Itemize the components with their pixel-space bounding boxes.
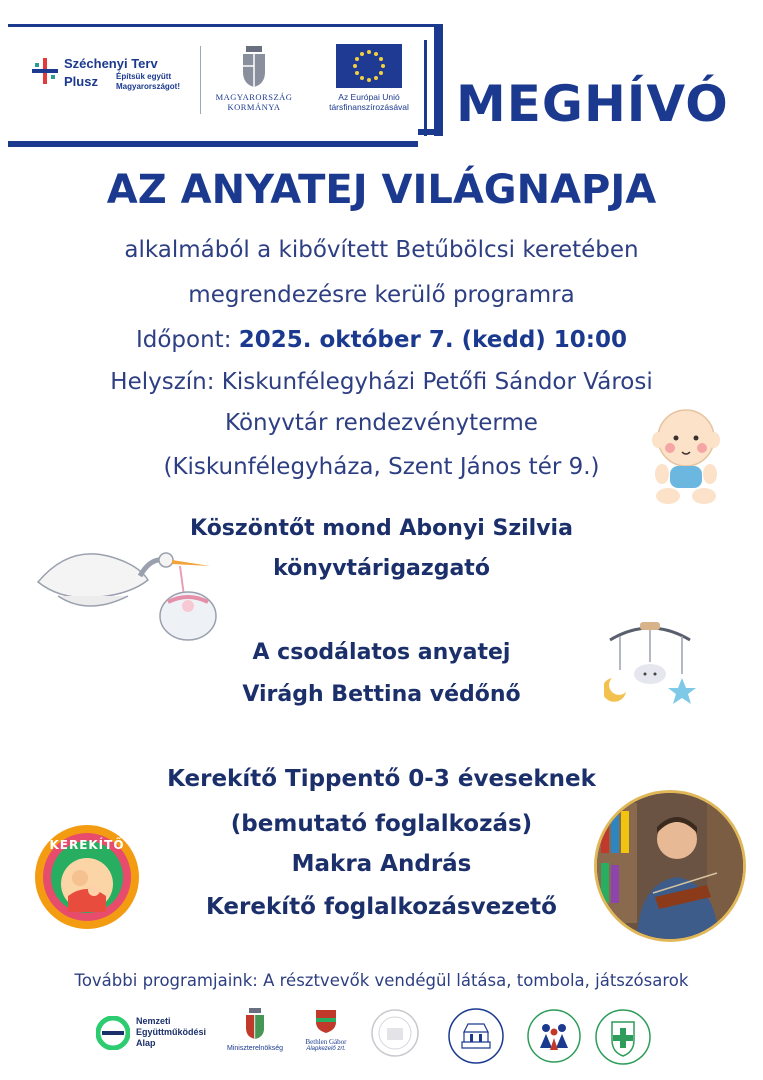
nea-icon [96, 1016, 130, 1050]
event-subtitle-1: alkalmából a kibővített Betűbölcsi keretében [124, 237, 639, 263]
welcome-line-2: könyvtárigazgató [273, 556, 490, 581]
header-frame-corner [418, 129, 443, 135]
footer-programs: További programjaink: A résztvevők vendégül látása, tombola, játszósarok [74, 971, 689, 990]
header-frame-bottom [8, 141, 418, 147]
eu-label-2: társfinanszírozásával [329, 102, 409, 112]
health-visitor-seal-icon [594, 1008, 652, 1066]
nea-label-2: Együttműködési [136, 1027, 207, 1037]
event-subtitle-2: megrendezésre kerülő programra [188, 282, 575, 308]
talk-line-1: A csodálatos anyatej [252, 640, 511, 665]
szechenyi-tagline: Építsük együtt Magyarországot! [116, 72, 181, 91]
kerekito-logo [34, 824, 140, 930]
event-title: AZ ANYATEJ VILÁGNAPJA [106, 167, 657, 213]
szechenyi-plusz: Plusz [64, 74, 98, 89]
nea-label-1: Nemzeti [136, 1016, 171, 1026]
invitation-heading: MEGHÍVÓ [456, 75, 729, 133]
bga-label-2: Alapkezelő zrt. [306, 1046, 346, 1052]
ministry-logo [220, 1008, 290, 1064]
government-logo [214, 44, 294, 118]
baby-illustration [648, 404, 724, 508]
ministry-crest-icon [244, 1008, 266, 1040]
event-venue-2: Könyvtár rendezvényterme [225, 410, 538, 436]
seal-icon [370, 1008, 420, 1058]
library-logo [446, 1008, 510, 1064]
performer-photo-image [597, 793, 743, 939]
date-label: Időpont: [135, 327, 239, 353]
bga-label-1: Bethlen Gábor [305, 1038, 347, 1046]
header-frame-accent [424, 40, 427, 136]
library-seal-icon [446, 1008, 506, 1064]
stork-illustration [28, 536, 218, 644]
event-venue-1: Helyszín: Kiskunfélegyházi Petőfi Sándor Városi [110, 369, 653, 395]
music-line-1: Kerekítő Tippentő 0-3 éveseknek [167, 766, 596, 792]
seal-logo [370, 1008, 422, 1064]
logo-divider [200, 46, 201, 114]
music-line-4: Kerekítő foglalkozásvezető [206, 894, 557, 920]
szechenyi-title: Széchenyi Terv [64, 56, 158, 71]
bga-crest-icon [315, 1008, 337, 1034]
government-label-2: KORMÁNYA [227, 102, 281, 112]
header-frame-top [8, 24, 436, 27]
baby-mobile-illustration [604, 618, 696, 708]
event-date [0, 325, 763, 355]
welcome-line-1: Köszöntőt mond Abonyi Szilvia [190, 516, 573, 541]
szechenyi-cross-icon [32, 58, 58, 84]
health-office-logo [526, 1008, 582, 1064]
government-label-1: MAGYARORSZÁG [215, 92, 293, 102]
talk-line-2: Virágh Bettina védőnő [242, 682, 521, 707]
eu-flag-icon [336, 44, 402, 88]
music-line-2: (bemutató foglalkozás) [230, 811, 533, 837]
health-visitor-logo [594, 1008, 654, 1064]
date-value: 2025. október 7. (kedd) 10:00 [238, 327, 628, 353]
nea-logo [96, 1008, 226, 1064]
music-line-3: Makra András [291, 851, 472, 877]
bga-logo [296, 1008, 356, 1064]
ministry-label: Miniszterelnökség [226, 1045, 284, 1052]
hungarian-coat-of-arms-icon [239, 44, 269, 88]
eu-logo [318, 44, 420, 118]
performer-photo [594, 790, 746, 942]
szechenyi-terv-logo [32, 50, 192, 120]
kerekito-logo-text: KEREKÍTŐ [49, 838, 125, 852]
nea-label-3: Alap [136, 1038, 156, 1048]
health-office-seal-icon [526, 1008, 582, 1064]
header-frame-right [434, 24, 443, 136]
eu-label-1: Az Európai Unió [338, 92, 400, 102]
event-venue-3: (Kiskunfélegyháza, Szent János tér 9.) [163, 454, 600, 480]
